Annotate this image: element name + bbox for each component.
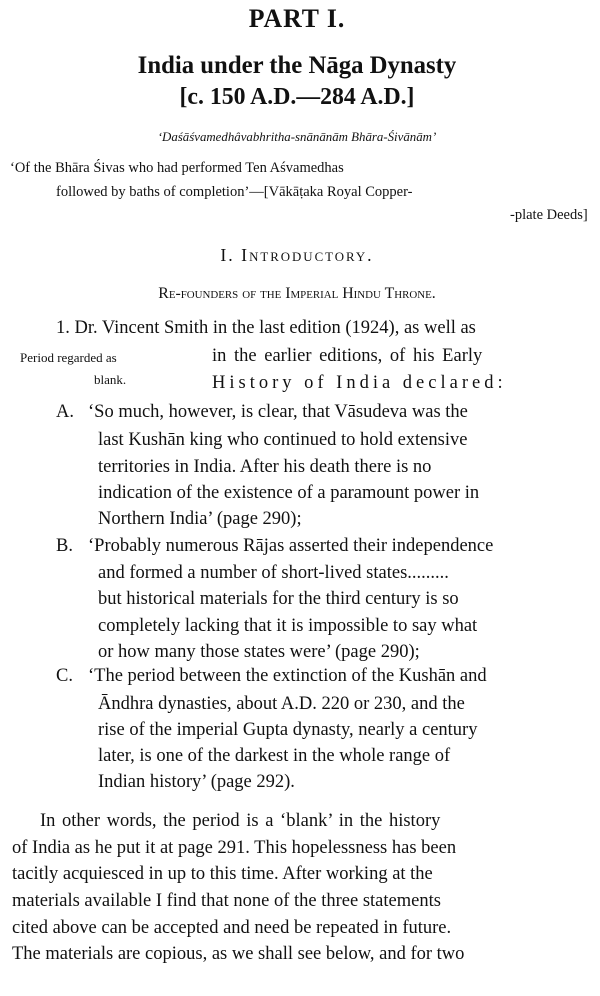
epigraph-line-2: followed by baths of completion’—[Vākāṭaka Royal Copper- [56,184,413,200]
quote-c-line-2: Āndhra dynasties, about A.D. 220 or 230, and the [98,694,465,714]
epigraph-line-1: ‘Of the Bhāra Śivas who had performed Ten Aśvamedhas [10,160,344,176]
quote-b-line-1: ‘Probably numerous Rājas asserted their independence [88,536,494,556]
chapter-title: India under the Nāga Dynasty [137,52,457,79]
quote-a-line-1: ‘So much, however, is clear, that Vāsudeva was the [88,402,468,422]
para2-line-1: In other words, the period is a ‘blank’ in the history [40,811,441,831]
quote-b-label: B. [56,536,73,556]
quote-c-line-1: ‘The period between the extinction of the Kushān and [88,666,487,686]
quote-a-line-2: last Kushān king who continued to hold extensive [98,430,468,450]
para2-line-3: tacitly acquiesced in up to this time. After working at the [12,864,433,884]
section-subtitle: Re-founders of the Imperial Hindu Throne. [158,285,436,302]
para2-line-4: materials available I find that none of the three statements [12,891,441,911]
sanskrit-epigraph: ‘Daśāśvamedhâvabhritha-snānānām Bhāra-Śivānām’ [157,129,437,144]
part-heading: PART I. [248,4,346,33]
quote-c-label: C. [56,666,73,686]
quote-b-line-4: completely lacking that it is impossible to say what [98,616,478,636]
quote-a-label: A. [56,402,74,422]
quote-b-line-2: and formed a number of short-lived states......... [98,563,449,583]
quote-c-line-5: Indian history’ (page 292). [98,772,295,792]
quote-a-line-5: Northern India’ (page 290); [98,509,302,529]
quote-b-line-5: or how many those states were’ (page 290); [98,642,420,662]
date-range: [c. 150 A.D.—284 A.D.] [179,84,415,110]
quote-c-line-3: rise of the imperial Gupta dynasty, nearly a century [98,720,478,740]
quote-c-line-4: later, is one of the darkest in the whole range of [98,746,451,766]
quote-b-line-3: but historical materials for the third century is so [98,589,459,609]
epigraph-line-3: -plate Deeds] [510,207,588,223]
para1-line-2: in the earlier editions, of his Early [212,346,483,366]
para2-line-6: The materials are copious, as we shall see below, and for two [12,944,465,964]
section-title: I. Introductory. [220,245,374,265]
para2-line-2: of India as he put it at page 291. This hopelessness has been [12,838,457,858]
margin-note-line-1: Period regarded as [20,350,117,365]
para1-line-1: 1. Dr. Vincent Smith in the last edition (1924), as well as [56,318,476,338]
para1-line-3: History of India declared: [212,373,507,393]
quote-a-line-3: territories in India. After his death there is no [98,457,432,477]
quote-a-line-4: indication of the existence of a paramount power in [98,483,480,503]
para2-line-5: cited above can be accepted and need be repeated in future. [12,918,452,938]
margin-note-line-2: blank. [94,372,127,387]
